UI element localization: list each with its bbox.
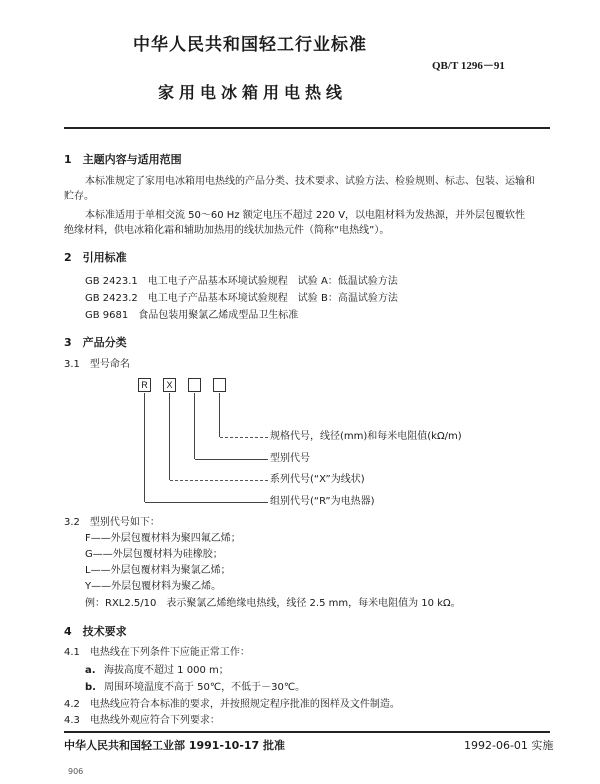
model-box-group: R: [138, 378, 151, 392]
type-code-item: Y——外层包覆材料为聚乙烯。: [85, 581, 222, 592]
spec-leader-horizontal: [220, 437, 268, 438]
footer-divider: [64, 731, 550, 733]
group-code-label: 组别代号(“R”为电热器): [270, 496, 375, 507]
clause-4-1-item-a: 海拔高度不超过 1 000 m；: [104, 665, 229, 676]
series-leader-vertical: [169, 393, 170, 480]
section-4-heading: 4 技术要求: [64, 625, 127, 638]
type-leader-vertical: [194, 393, 195, 459]
reference-standard: GB 2423.2 电工电子产品基本环境试验规程 试验 B：高温试验方法: [85, 293, 398, 304]
model-box-spec: [213, 378, 226, 392]
clause-4-1: 4.1 电热线在下列条件下应能正常工作：: [64, 647, 250, 658]
page-number: 906: [68, 767, 84, 776]
approval-statement: 中华人民共和国轻工业部 1991-10-17 批准: [64, 739, 286, 752]
reference-standard: GB 2423.1 电工电子产品基本环境试验规程 试验 A：低温试验方法: [85, 276, 398, 287]
standard-code: QB/T 1296－91: [432, 60, 505, 72]
section-1-paragraph-2-line-1: 本标准适用于单相交流 50～60 Hz 额定电压不超过 220 V，以电阻材料为发热源，并外层包覆软性: [85, 210, 526, 221]
document-title: 家用电冰箱用电热线: [158, 83, 348, 102]
subsection-3-2-label: 3.2 型别代号如下：: [64, 517, 160, 528]
type-code-item: F——外层包覆材料为聚四氟乙烯；: [85, 533, 241, 544]
standard-category-title: 中华人民共和国轻工行业标准: [133, 35, 367, 55]
section-3-heading: 3 产品分类: [64, 336, 127, 349]
model-example: 例：RXL2.5/10 表示聚氯乙烯绝缘电热线，线径 2.5 mm，每米电阻值为 10 kΩ。: [85, 598, 461, 609]
clause-4-1-item-b-marker: b.: [85, 682, 96, 693]
implementation-date: 1992-06-01 实施: [464, 739, 554, 752]
section-1-heading: 1 主题内容与适用范围: [64, 153, 182, 166]
series-leader-horizontal: [170, 480, 268, 481]
clause-4-1-item-a-marker: a.: [85, 665, 96, 676]
section-1-paragraph-1-line-1: 本标准规定了家用电冰箱用电热线的产品分类、技术要求、试验方法、检验规则、标志、包装、运输和: [85, 176, 535, 187]
type-code-label: 型别代号: [270, 453, 310, 464]
clause-4-3: 4.3 电热线外观应符合下列要求：: [64, 715, 220, 726]
section-1-paragraph-2-line-2: 绝缘材料，供电冰箱化霜和辅助加热用的线状加热元件（简称“电热线”）。: [64, 225, 390, 236]
type-leader-horizontal: [195, 459, 268, 460]
clause-4-2: 4.2 电热线应符合本标准的要求，并按照规定程序批准的图样及文件制造。: [64, 699, 400, 710]
model-box-series: X: [163, 378, 176, 392]
section-1-paragraph-1-line-2: 贮存。: [64, 191, 94, 202]
series-code-label: 系列代号(“X”为线状): [270, 474, 365, 485]
model-box-type: [188, 378, 201, 392]
reference-standard: GB 9681 食品包装用聚氯乙烯成型品卫生标准: [85, 310, 299, 321]
spec-code-label: 规格代号，线径(mm)和每米电阻值(kΩ/m): [270, 431, 462, 442]
subsection-3-1-label: 3.1 型号命名: [64, 359, 130, 370]
spec-leader-vertical: [219, 393, 220, 437]
section-2-heading: 2 引用标准: [64, 251, 127, 264]
group-leader-horizontal: [145, 502, 268, 503]
type-code-item: L——外层包覆材料为聚氯乙烯；: [85, 565, 231, 576]
clause-4-1-item-b: 周围环境温度不高于 50℃，不低于－30℃。: [104, 682, 306, 693]
header-divider: [64, 127, 550, 129]
type-code-item: G——外层包覆材料为硅橡胶；: [85, 549, 223, 560]
group-leader-vertical: [144, 393, 145, 502]
